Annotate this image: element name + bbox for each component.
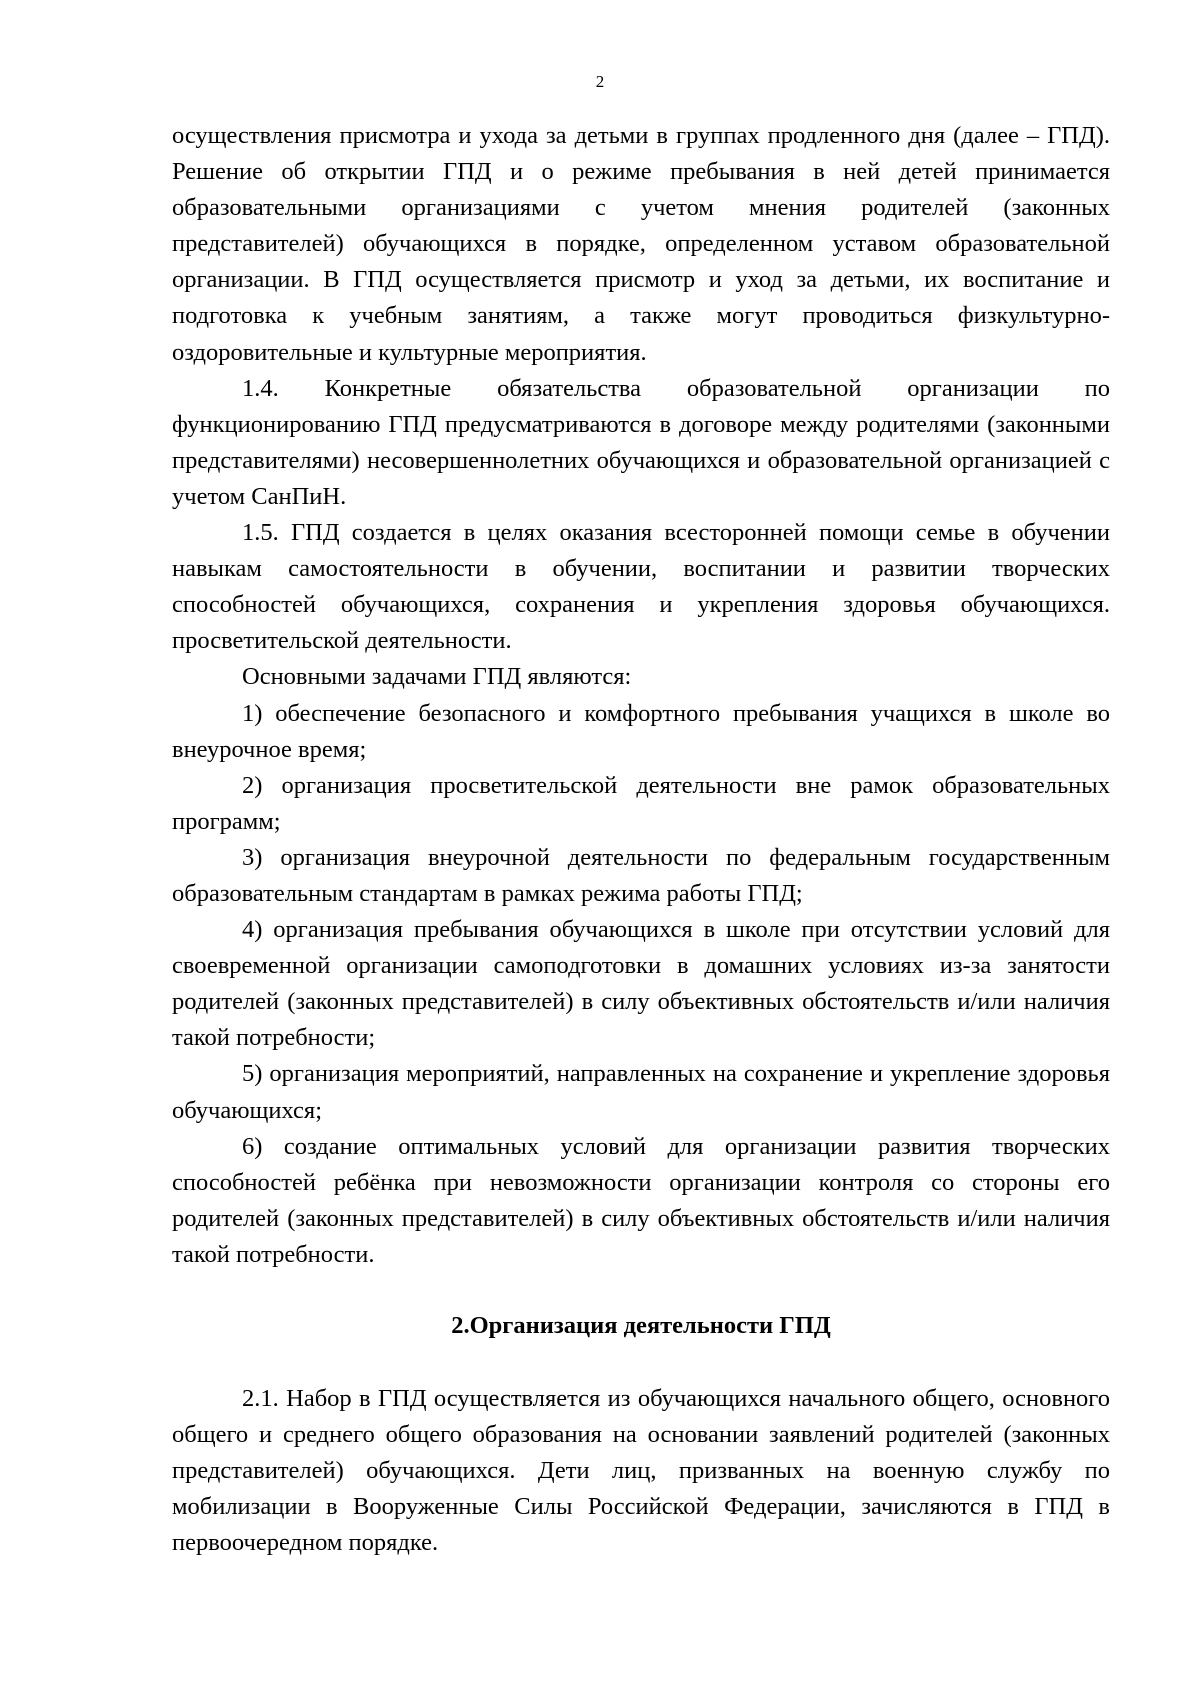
task-item-2: 2) организация просветительской деятельности вне рамок образовательных программ; <box>172 771 1110 835</box>
spacer <box>172 1344 1110 1381</box>
paragraph-1-4: 1.4. Конкретные обязательства образовательной организации по функционированию ГПД предусматриваются в договоре между родителями (законными представителями) несовершеннолетних обучающихся и образовательной организацией с учетом СанПиН. <box>172 374 1110 510</box>
task-item-6: 6) создание оптимальных условий для организации развития творческих способностей ребёнка при невозможности организации контроля со стороны его родителей (законных представителей) в силу объективных обстоятельств и/или наличия такой потребности. <box>172 1132 1110 1268</box>
tasks-intro: Основными задачами ГПД являются: <box>242 663 632 691</box>
section-heading: 2.Организация деятельности ГПД <box>451 1312 831 1339</box>
paragraph-2-1: 2.1. Набор в ГПД осуществляется из обучающихся начального общего, основного общего и среднего общего образования на основании заявлений родителей (законных представителей) обучающихся. Дети лиц, призванных на военную службу по мобилизации в Вооруженные Силы Российской Федерации, зачисляются в ГПД в первоочередном порядке. <box>172 1385 1110 1557</box>
page-number: 2 <box>595 72 605 91</box>
paragraph-continuation: осуществления присмотра и ухода за детьми в группах продленного дня (далее – ГПД). Решение об открытии ГПД и о режиме пребывания в ней детей принимается образовательными организациями с учетом мнения родителей (законных представителей) обучающихся в порядке, определенном уставом образовательной организации. В ГПД осуществляется присмотр и уход за детьми, их воспитание и подготовка к учебным занятиям, а также могут проводиться физкультурно-оздоровительные и культурные мероприятия. <box>172 122 1110 366</box>
paragraph-1-5: 1.5. ГПД создается в целях оказания всесторонней помощи семье в обучении навыкам самостоятельности в обучении, воспитании и развитии творческих способностей обучающихся, сохранения и укрепления здоровья обучающихся. просветительской деятельности. <box>172 519 1110 655</box>
task-item-5: 5) организация мероприятий, направленных на сохранение и укрепление здоровья обучающихся; <box>172 1060 1110 1124</box>
document-body <box>172 118 1110 1562</box>
task-item-3: 3) организация внеурочной деятельности по федеральным государственным образовательным стандартам в рамках режима работы ГПД; <box>172 843 1110 907</box>
task-item-1: 1) обеспечение безопасного и комфортного пребывания учащихся в школе во внеурочное время; <box>172 699 1110 763</box>
task-item-4: 4) организация пребывания обучающихся в школе при отсутствии условий для своевременной организации самоподготовки в домашних условиях из-за занятости родителей (законных представителей) в силу объективных обстоятельств и/или наличия такой потребности; <box>172 916 1110 1052</box>
spacer <box>172 1273 1110 1308</box>
